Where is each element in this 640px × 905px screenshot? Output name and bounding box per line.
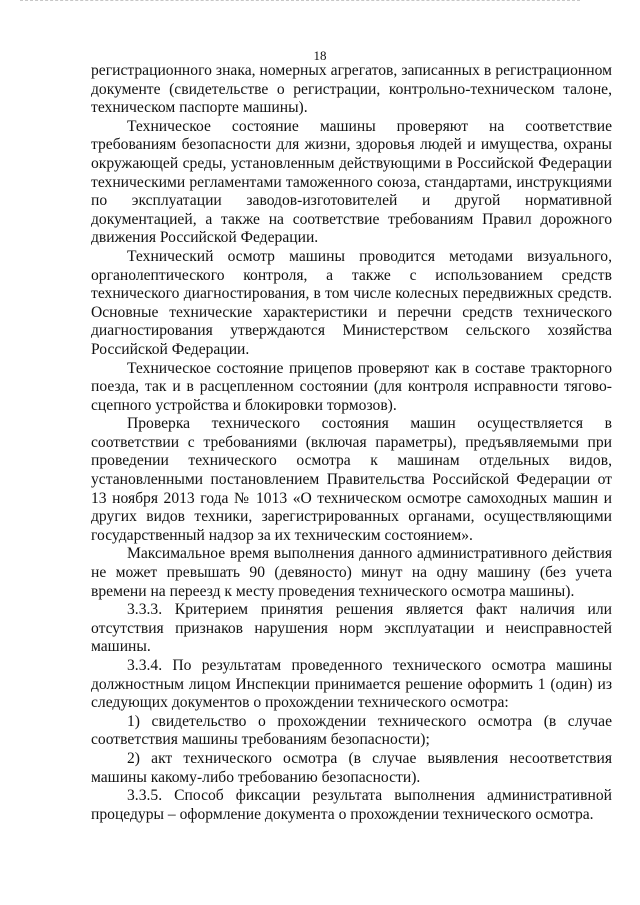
paragraph-max-time: Максимальное время выполнения данного административного действия не может превышать 90 (девяносто) минут на одну машину (без учета времени на переезд к месту проведения технического осмотра машины). xyxy=(91,545,612,600)
paragraph-registration-continued: регистрационного знака, номерных агрегатов, записанных в регистрационном документе (свидетельстве о регистрации, контрольно-техническом талоне, техническом паспорте машины). xyxy=(91,62,612,117)
list-item-act: 2) акт технического осмотра (в случае выявления несоответствия машины какому-либо требованию безопасности). xyxy=(91,749,612,786)
paragraph-technical-condition: Техническое состояние машины проверяют на соответствие требованиям безопасности для жизни, здоровья людей и имущества, охраны окружающей среды, установленным действующими в Российской Федерации техническими регламентами таможенного союза, стандартами, инструкциями по эксплуатации заводов-изготовителей и другой нормативной документацией, а также на соответствие требованиям Правил дорожного движения Российской Федерации. xyxy=(91,117,612,247)
document-body xyxy=(91,62,612,824)
paragraph-3-3-5: 3.3.5. Способ фиксации результата выполнения административной процедуры – оформление документа о прохождении технического осмотра. xyxy=(91,787,612,823)
paragraph-trailers: Техническое состояние прицепов проверяют как в составе тракторного поезда, так и в расцепленном состоянии (для контроля исправности тягово-сцепного устройства и блокировки тормозов). xyxy=(91,359,612,414)
paragraph-inspection-methods: Технический осмотр машины проводится методами визуального, органолептического контроля, а также с использованием средств технического диагностирования, в том числе колесных передвижных средств. Основные технические характеристики и перечни средств технического диагностирования утверждаются Министерством сельского хозяйства Российской Федерации. xyxy=(91,247,612,358)
scan-edge-marks xyxy=(20,0,580,4)
paragraph-requirements: Проверка технического состояния машин осуществляется в соответствии с требованиями (включая параметры), предъявляемыми при проведении технического осмотра к машинам отдельных видов, установленными постановлением Правительства Российской Федерации от 13 ноября 2013 года № 1013 «О техническом осмотре самоходных машин и других видов техники, зарегистрированных органами, осуществляющими государственный надзор за их техническим состоянием». xyxy=(91,415,612,544)
list-item-certificate: 1) свидетельство о прохождении технического осмотра (в случае соответствия машины требованиям безопасности); xyxy=(91,712,612,749)
paragraph-3-3-4: 3.3.4. По результатам проведенного технического осмотра машины должностным лицом Инспекции принимается решение оформить 1 (один) из следующих документов о прохождении технического осмотра: xyxy=(91,657,612,712)
paragraph-3-3-3: 3.3.3. Критерием принятия решения является факт наличия или отсутствия признаков нарушения норм эксплуатации и неисправностей машины. xyxy=(91,601,612,656)
page-number: 18 xyxy=(313,48,327,63)
